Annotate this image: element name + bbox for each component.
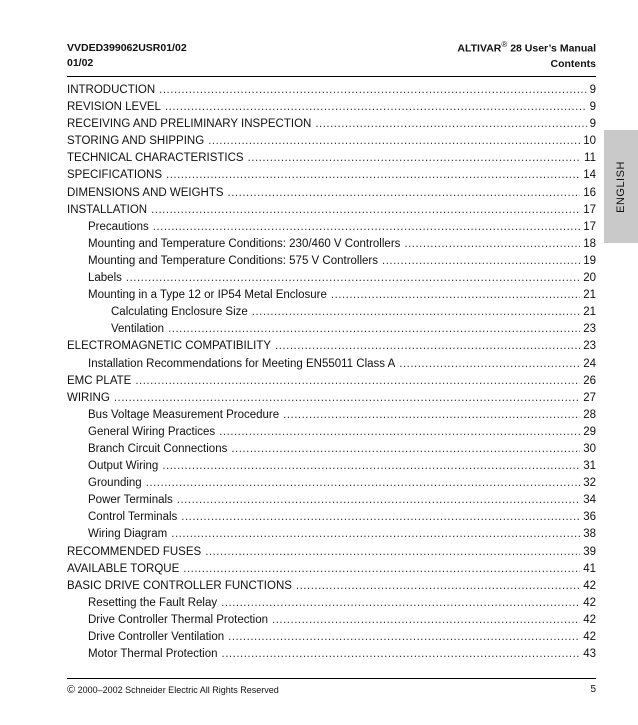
toc-entry[interactable]	[67, 373, 596, 390]
toc-entry[interactable]	[67, 185, 596, 202]
toc-entry[interactable]	[67, 544, 596, 561]
toc-dot-leader	[135, 373, 580, 390]
toc-dot-leader	[114, 390, 580, 407]
manual-title-suffix: 28 User’s Manual	[507, 42, 596, 55]
toc-entry-title: Control Terminals	[88, 511, 178, 524]
toc-entry-page: 41	[583, 562, 596, 575]
document-header-right	[457, 37, 596, 72]
toc-entry[interactable]	[67, 236, 596, 253]
toc-entry-page: 31	[583, 460, 596, 473]
toc-dot-leader	[221, 595, 580, 612]
toc-entry[interactable]	[67, 578, 596, 595]
toc-entry-title: Drive Controller Ventilation	[88, 631, 225, 643]
toc-dot-leader	[382, 253, 580, 270]
registered-mark: ®	[501, 40, 508, 49]
footer-divider	[67, 678, 596, 679]
toc-entry-title: Installation Recommendations for Meeting EN55011 Class A	[88, 357, 396, 370]
toc-entry-title: TECHNICAL CHARACTERISTICS	[67, 152, 244, 165]
toc-entry[interactable]	[67, 116, 596, 133]
toc-entry-page: 34	[583, 494, 596, 507]
toc-entry-page: 23	[583, 340, 596, 353]
toc-dot-leader	[296, 578, 580, 595]
toc-dot-leader	[183, 561, 580, 578]
toc-dot-leader	[228, 185, 581, 202]
toc-entry-title: Branch Circuit Connections	[88, 442, 228, 455]
toc-entry[interactable]	[67, 458, 596, 475]
toc-dot-leader	[151, 202, 580, 219]
toc-dot-leader	[165, 99, 587, 116]
toc-entry-title: Bus Voltage Measurement Procedure	[88, 408, 280, 421]
document-date: 01/02	[67, 57, 94, 69]
toc-entry[interactable]	[67, 202, 596, 219]
toc-entry[interactable]	[67, 526, 596, 543]
toc-dot-leader	[248, 150, 581, 167]
toc-entry-page: 32	[583, 477, 596, 490]
toc-entry-title: INSTALLATION	[67, 203, 148, 216]
toc-entry-page: 36	[583, 511, 596, 524]
toc-entry-page: 10	[583, 135, 596, 148]
toc-dot-leader	[252, 304, 580, 321]
toc-entry[interactable]	[67, 304, 596, 321]
toc-dot-leader	[177, 492, 580, 509]
toc-entry[interactable]	[67, 150, 596, 167]
toc-entry-page: 18	[583, 237, 596, 250]
section-name: Contents	[550, 57, 596, 70]
toc-entry-page: 24	[583, 357, 596, 370]
language-tab-label: ENGLISH	[615, 160, 627, 213]
toc-dot-leader	[181, 509, 580, 526]
toc-entry[interactable]	[67, 424, 596, 441]
toc-entry-page: 21	[583, 289, 596, 302]
toc-entry[interactable]	[67, 612, 596, 629]
toc-entry-title: Labels	[88, 272, 122, 285]
toc-dot-leader	[315, 116, 586, 133]
copyright-notice	[67, 684, 279, 696]
toc-entry[interactable]	[67, 629, 596, 646]
toc-entry-title: RECEIVING AND PRELIMINARY INSPECTION	[67, 118, 312, 131]
toc-entry-page: 9	[589, 101, 596, 114]
toc-entry-title: DIMENSIONS AND WEIGHTS	[67, 186, 224, 199]
toc-dot-leader	[208, 133, 580, 150]
toc-dot-leader	[146, 475, 580, 492]
toc-entry-page: 30	[583, 442, 596, 455]
table-of-contents	[67, 82, 596, 663]
toc-entry-title: Mounting and Temperature Conditions: 230/460 V Controllers	[88, 237, 401, 250]
toc-entry-title: Grounding	[88, 477, 142, 490]
toc-dot-leader	[168, 321, 580, 338]
toc-entry-page: 42	[583, 613, 596, 626]
toc-entry-title: STORING AND SHIPPING	[67, 135, 205, 148]
toc-entry-title: Mounting in a Type 12 or IP54 Metal Enclosure	[88, 289, 327, 302]
toc-dot-leader	[283, 407, 580, 424]
language-tab	[604, 130, 638, 243]
toc-entry-page: 27	[583, 391, 596, 404]
document-header-left	[67, 41, 187, 71]
toc-entry-title: Precautions	[88, 220, 149, 233]
toc-entry-title: RECOMMENDED FUSES	[67, 545, 202, 558]
toc-entry-page: 11	[584, 152, 596, 165]
toc-entry[interactable]	[67, 321, 596, 338]
toc-dot-leader	[171, 526, 580, 543]
product-name: ALTIVAR	[457, 42, 502, 55]
toc-entry-page: 42	[583, 631, 596, 643]
toc-entry[interactable]	[67, 82, 596, 99]
copyright-text: 2000–2002 Schneider Electric All Rights Reserved	[75, 685, 279, 695]
toc-entry[interactable]	[67, 390, 596, 407]
toc-entry[interactable]	[67, 441, 596, 458]
toc-dot-leader	[166, 167, 580, 184]
toc-entry[interactable]	[67, 356, 596, 373]
toc-dot-leader	[231, 441, 580, 458]
toc-entry-title: AVAILABLE TORQUE	[67, 562, 180, 575]
toc-entry-page: 26	[583, 374, 596, 387]
toc-entry[interactable]	[67, 167, 596, 184]
toc-dot-leader	[404, 236, 580, 253]
toc-dot-leader	[159, 82, 586, 99]
toc-entry-page: 17	[583, 220, 596, 233]
toc-entry-title: Calculating Enclosure Size	[111, 306, 248, 319]
toc-entry[interactable]	[67, 561, 596, 578]
toc-dot-leader	[272, 612, 580, 629]
toc-entry-title: SPECIFICATIONS	[67, 169, 162, 182]
toc-entry-title: EMC PLATE	[67, 374, 132, 387]
toc-entry-title: BASIC DRIVE CONTROLLER FUNCTIONS	[67, 579, 292, 592]
toc-entry-title: INTRODUCTION	[67, 84, 156, 96]
toc-entry-page: 14	[583, 169, 596, 182]
toc-entry-title: WIRING	[67, 391, 110, 404]
toc-entry-page: 19	[583, 254, 596, 267]
toc-entry-title: Output Wiring	[88, 460, 159, 473]
copyright-symbol: ©	[67, 684, 76, 696]
toc-entry-page: 42	[583, 596, 596, 609]
toc-entry[interactable]	[67, 219, 596, 236]
toc-dot-leader	[275, 338, 580, 355]
toc-dot-leader	[228, 629, 580, 646]
toc-entry[interactable]	[67, 509, 596, 526]
toc-entry-page: 21	[583, 306, 596, 319]
toc-dot-leader	[331, 287, 580, 304]
toc-dot-leader	[126, 270, 580, 287]
toc-entry-title: Power Terminals	[88, 494, 173, 507]
toc-entry-page: 20	[583, 272, 596, 285]
toc-entry-page: 28	[583, 408, 596, 421]
toc-entry-title: Resetting the Fault Relay	[88, 596, 218, 609]
toc-dot-leader	[222, 646, 581, 663]
toc-dot-leader	[153, 219, 580, 236]
toc-entry[interactable]	[67, 492, 596, 509]
toc-dot-leader	[219, 424, 580, 441]
toc-entry[interactable]	[67, 253, 596, 270]
toc-entry[interactable]	[67, 287, 596, 304]
toc-dot-leader	[399, 356, 580, 373]
toc-entry-page: 23	[583, 323, 596, 336]
toc-entry[interactable]	[67, 407, 596, 424]
toc-entry-page: 16	[583, 186, 596, 199]
toc-entry-title: Ventilation	[111, 323, 165, 336]
header-divider	[67, 76, 596, 77]
manual-title	[457, 37, 596, 57]
toc-entry[interactable]	[67, 338, 596, 355]
document-id: VVDED399062USR01/02	[67, 42, 187, 54]
toc-entry-page: 38	[583, 528, 596, 541]
toc-entry-page: 9	[589, 118, 596, 131]
toc-entry[interactable]	[67, 99, 596, 116]
toc-entry[interactable]	[67, 133, 596, 150]
toc-entry-title: REVISION LEVEL	[67, 101, 161, 114]
toc-entry[interactable]	[67, 595, 596, 612]
toc-entry-page: 9	[589, 84, 596, 96]
toc-entry-page: 17	[583, 203, 596, 216]
toc-entry-title: Drive Controller Thermal Protection	[88, 613, 269, 626]
toc-entry-page: 29	[583, 425, 596, 438]
toc-entry-page: 39	[583, 545, 596, 558]
toc-entry[interactable]	[67, 270, 596, 287]
toc-entry-title: ELECTROMAGNETIC COMPATIBILITY	[67, 340, 272, 353]
toc-entry-title: Wiring Diagram	[88, 528, 168, 541]
page-number: 5	[590, 684, 596, 695]
toc-dot-leader	[162, 458, 580, 475]
toc-entry-page: 43	[583, 648, 596, 661]
toc-entry-page: 42	[583, 579, 596, 592]
toc-entry-title: General Wiring Practices	[88, 425, 216, 438]
toc-entry-title: Mounting and Temperature Conditions: 575 V Controllers	[88, 254, 379, 267]
toc-entry-title: Motor Thermal Protection	[88, 648, 218, 661]
toc-entry[interactable]	[67, 646, 596, 663]
toc-entry[interactable]	[67, 475, 596, 492]
toc-dot-leader	[205, 544, 580, 561]
